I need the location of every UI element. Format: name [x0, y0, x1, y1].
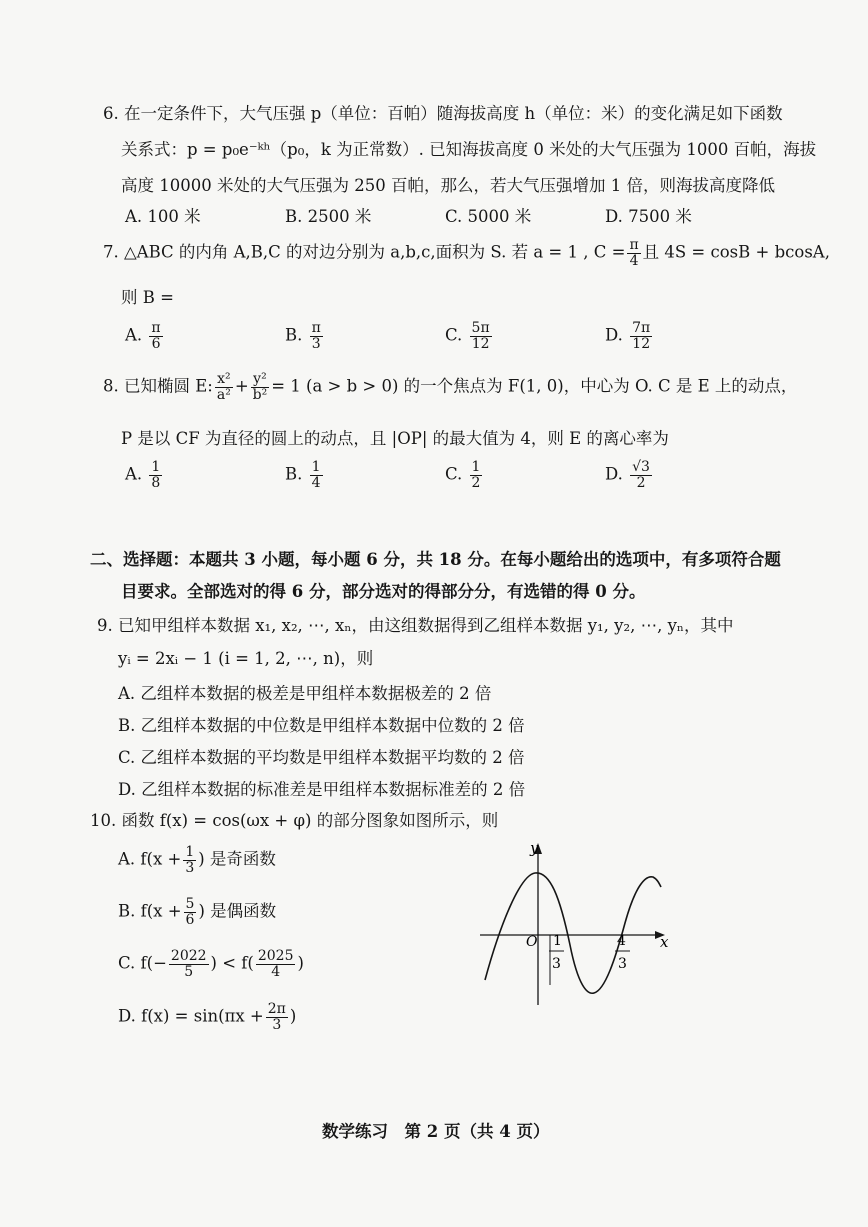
- q8-option-d: [605, 460, 654, 490]
- q8-option-d-den: 2: [636, 474, 646, 491]
- tick-one-third-den: 3: [552, 956, 561, 972]
- q10-option-c-pre: C. f(−: [118, 953, 167, 973]
- q6-line3: 高度 10000 米处的大气压强为 250 百帕，那么，若大气压强增加 1 倍，则海拔高度降低: [121, 176, 775, 195]
- q8-option-b-num: 1: [311, 459, 321, 475]
- q10-option-c-frac2: [256, 949, 296, 979]
- q7-option-c: [445, 321, 494, 351]
- q7-option-d: [605, 321, 654, 351]
- q8-option-d-label: D.: [605, 464, 623, 484]
- q10-option-a-num: 1: [185, 844, 195, 860]
- tick-four-thirds-num: 4: [617, 933, 626, 949]
- q9-option-a: A. 乙组样本数据的极差是甲组样本数据极差的 2 倍: [118, 684, 492, 703]
- q10-option-b-den: 6: [185, 911, 195, 928]
- q7-option-a-den: 6: [151, 335, 161, 352]
- q10-line1: 10. 函数 f(x) = cos(ωx + φ) 的部分图象如图所示，则: [90, 811, 499, 830]
- cosine-curve: [485, 873, 661, 993]
- q8-frac1: [215, 372, 233, 402]
- q10-option-d-pre: D. f(x) = sin(πx +: [118, 1006, 264, 1026]
- q10-option-a-pre: A. f(x +: [118, 849, 182, 869]
- q8-option-a-frac: [149, 460, 162, 490]
- q7-option-b-den: 3: [311, 335, 321, 352]
- q7-option-d-frac: [630, 321, 652, 351]
- q7-option-b-label: B.: [285, 325, 303, 345]
- q9-option-b: B. 乙组样本数据的中位数是甲组样本数据中位数的 2 倍: [118, 716, 525, 735]
- q7-c-den: 4: [629, 252, 639, 269]
- tick-one-third-num: 1: [553, 933, 562, 949]
- q9-line2: yᵢ = 2xᵢ − 1 (i = 1, 2, ⋯, n)，则: [118, 649, 374, 668]
- q8-frac1-num: x²: [217, 371, 231, 387]
- q8-option-a: [125, 460, 164, 490]
- q10-option-a-post: ) 是奇函数: [198, 849, 276, 869]
- y-axis-label: y: [530, 839, 539, 857]
- q7-option-b: [285, 321, 325, 351]
- origin-label: O: [526, 934, 538, 950]
- q7-option-c-num: 5π: [471, 320, 490, 336]
- page-footer: 数学练习 第 2 页（共 4 页）: [322, 1122, 550, 1141]
- q10-option-d-den: 3: [272, 1016, 282, 1033]
- q8-option-c-num: 1: [471, 459, 481, 475]
- q8-option-c-label: C.: [445, 464, 463, 484]
- q7-line2: 则 B =: [121, 288, 174, 307]
- function-graph: [475, 835, 695, 1015]
- q8-frac1-den: a²: [216, 386, 231, 403]
- q8-option-a-den: 8: [151, 474, 161, 491]
- q10-option-c-num1: 2022: [170, 948, 207, 964]
- q8-option-c-den: 2: [471, 474, 481, 491]
- q8-option-b-label: B.: [285, 464, 303, 484]
- q7-option-a-frac: [149, 321, 162, 351]
- q10-option-b-post: ) 是偶函数: [198, 901, 277, 921]
- q6-option-c: C. 5000 米: [445, 207, 532, 226]
- q8-option-a-num: 1: [151, 459, 161, 475]
- q7-option-d-label: D.: [605, 325, 623, 345]
- q8-option-b-frac: [310, 460, 323, 490]
- q8-line2: P 是以 CF 为直径的圆上的动点，且 |OP| 的最大值为 4，则 E 的离心率为: [121, 429, 669, 448]
- q10-option-d-post: ): [289, 1006, 297, 1026]
- q8-option-b-den: 4: [311, 474, 321, 491]
- section2-line1: 二、选择题：本题共 3 小题，每小题 6 分，共 18 分。在每小题给出的选项中，有多项符合题: [90, 550, 781, 569]
- q8-option-d-num: √3: [632, 459, 650, 475]
- q8-frac2: [251, 372, 270, 402]
- q10-option-d-frac: [266, 1002, 288, 1032]
- q8-option-a-label: A.: [125, 464, 143, 484]
- q7-option-c-frac: [470, 321, 492, 351]
- q8-option-c-frac: [470, 460, 483, 490]
- q10-option-b-frac: [184, 897, 197, 927]
- q7-option-b-num: π: [311, 320, 321, 336]
- q10-option-d: [118, 1002, 296, 1032]
- q10-option-a: [118, 845, 276, 875]
- q8-option-c: [445, 460, 484, 490]
- q7-line1: [103, 238, 830, 268]
- tick-four-thirds-den: 3: [618, 956, 627, 972]
- q6-line1: 6. 在一定条件下，大气压强 p（单位：百帕）随海拔高度 h（单位：米）的变化满足如下函数: [103, 104, 783, 123]
- q8-plus: +: [234, 376, 249, 396]
- q10-option-b-num: 5: [185, 896, 195, 912]
- q7-option-a: [125, 321, 165, 351]
- q9-option-c: C. 乙组样本数据的平均数是甲组样本数据平均数的 2 倍: [118, 748, 525, 767]
- q8-option-d-frac: [630, 460, 652, 490]
- x-axis-label: x: [660, 933, 669, 951]
- q10-option-a-den: 3: [185, 859, 195, 876]
- q7-option-d-den: 12: [632, 335, 651, 352]
- q7-option-a-num: π: [151, 320, 161, 336]
- q10-option-b: [118, 897, 276, 927]
- section2-line2: 目要求。全部选对的得 6 分，部分选对的得部分分，有选错的得 0 分。: [121, 582, 646, 601]
- q9-line1: 9. 已知甲组样本数据 x₁, x₂, ⋯, xₙ，由这组数据得到乙组样本数据 y₁, y₂, ⋯, yₙ，其中: [97, 616, 734, 635]
- q10-option-c-den2: 4: [271, 963, 281, 980]
- q8-frac2-den: b²: [252, 386, 268, 403]
- q7-option-c-label: C.: [445, 325, 463, 345]
- q10-option-c: [118, 949, 304, 979]
- q6-line2: 关系式：p = p₀e⁻ᵏʰ（p₀，k 为正常数）. 已知海拔高度 0 米处的大气压强为 1000 百帕，海拔: [121, 140, 817, 159]
- q7-c-fraction: [627, 238, 640, 268]
- q6-option-b: B. 2500 米: [285, 207, 372, 226]
- q7-option-c-den: 12: [471, 335, 490, 352]
- q10-option-c-post: ): [297, 953, 304, 973]
- q7-c-num: π: [629, 237, 639, 253]
- q8-frac2-num: y²: [253, 371, 267, 387]
- q10-option-c-num2: 2025: [257, 948, 294, 964]
- q10-option-c-mid: ) < f(: [210, 953, 254, 973]
- q7-option-b-frac: [310, 321, 323, 351]
- q7-line1-b: 且 4S = cosB + bcosA,: [642, 242, 830, 262]
- q8-line1: [103, 372, 797, 402]
- q7-option-a-label: A.: [125, 325, 143, 345]
- q6-option-a: A. 100 米: [125, 207, 201, 226]
- q8-line1-b: = 1 (a > b > 0) 的一个焦点为 F(1, 0)，中心为 O. C 是 E 上的动点，: [271, 376, 798, 396]
- q9-option-d: D. 乙组样本数据的标准差是甲组样本数据标准差的 2 倍: [118, 780, 526, 799]
- q10-option-a-frac: [183, 845, 196, 875]
- q10-option-d-num: 2π: [267, 1001, 286, 1017]
- q10-option-c-den1: 5: [184, 963, 194, 980]
- q6-option-d: D. 7500 米: [605, 207, 692, 226]
- q7-option-d-num: 7π: [632, 320, 651, 336]
- q10-option-b-pre: B. f(x +: [118, 901, 182, 921]
- q8-line1-a: 8. 已知椭圆 E:: [103, 376, 213, 396]
- q8-option-b: [285, 460, 325, 490]
- q7-line1-a: 7. △ABC 的内角 A,B,C 的对边分别为 a,b,c,面积为 S. 若 a = 1 , C =: [103, 242, 626, 262]
- q10-option-c-frac1: [169, 949, 209, 979]
